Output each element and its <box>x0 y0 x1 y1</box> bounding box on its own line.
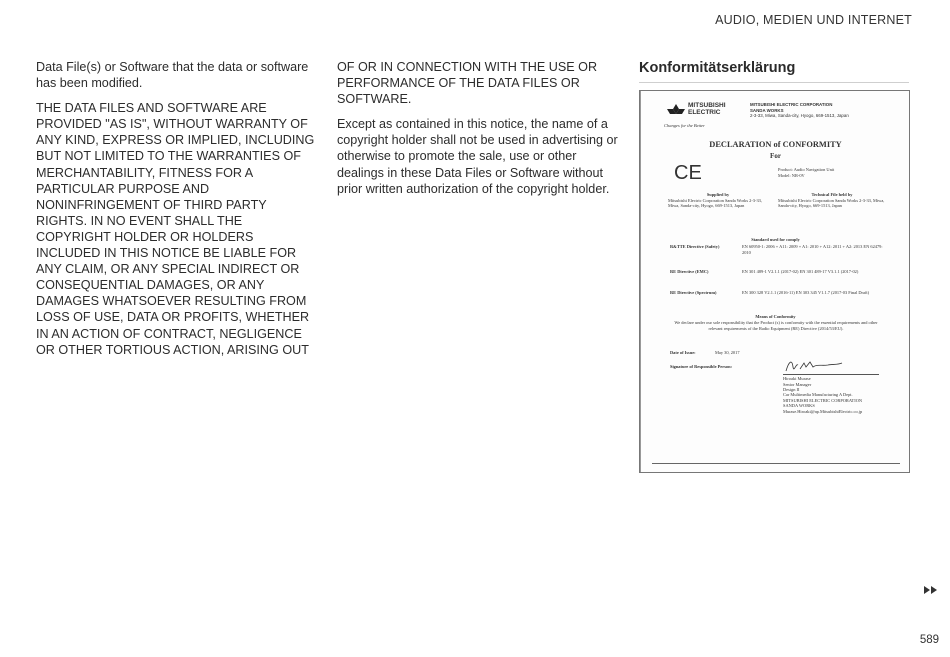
technical-file-label: Technical File held by <box>811 192 853 198</box>
signer-title: Senior Manager <box>783 381 812 387</box>
signer-division: Car Multimedia Manufacturing A Dept. <box>783 392 853 398</box>
signature-label: Signature of Responsible Person: <box>670 364 733 370</box>
means-text: We declare under our sole responsibility that the Product (s) is conformity with the essential requirements and other relevant requirements of the Radio Equipment (RE) Directive (2014/53/EU). <box>674 320 878 331</box>
model-line: Model: NR-0V <box>778 172 805 178</box>
declaration-heading: DECLARATION of CONFORMITY <box>709 140 842 150</box>
bottom-rule <box>652 463 900 464</box>
conformity-column <box>639 59 909 473</box>
signer-works: SANDA WORKS <box>783 403 815 409</box>
paragraph: OF OR IN CONNECTION WITH THE USE OR PERFORMANCE OF THE DATA FILES OR SOFTWARE. <box>337 60 598 107</box>
signer-dept: Design II <box>783 386 800 392</box>
means-heading: Means of Conformity <box>755 314 796 320</box>
directive-label: RE Directive (Spectrum) <box>670 290 717 296</box>
text-column-1 <box>36 59 318 367</box>
ce-mark-icon: CE <box>674 162 702 185</box>
signer-email: Murase.Hiroaki@ap.MitsubishiElectric.co.jp <box>783 408 863 414</box>
company-address: 2-3-33, Miwa, Sanda-city, Hyogo, 669-1513, Japan <box>750 112 849 118</box>
scan-edge <box>640 91 641 473</box>
directive-value: EN 60950-1: 2006 + A11: 2009 + A1: 2010 + A12: 2011 + A2: 2013 EN 62479: 2010 <box>742 244 883 255</box>
company-sub: SANDA WORKS <box>750 107 784 113</box>
directive-value: EN 300 328 V2.1.1 (2016-11) EN 303 345 V1.1.7 (2017-03 Final Draft) <box>742 290 870 296</box>
declaration-for: For <box>770 152 781 161</box>
section-title: Konformitätserklärung <box>639 59 909 83</box>
directive-label: RE Directive (EMC) <box>670 269 709 275</box>
handwritten-signature <box>784 357 844 375</box>
text-column-2 <box>337 59 619 206</box>
standard-heading: Standard used for comply <box>751 237 800 243</box>
signer-name: Hiroaki Murase <box>783 376 811 382</box>
paragraph: THE DATA FILES AND SOFTWARE ARE PROVIDED "AS IS", WITHOUT WARRANTY OF ANY KIND, EXPRESS OR IMPLIED, INCLUDING BUT NOT LIMITED TO THE WARRANTIES OF MERCHANTABILITY, FITNESS FOR A PARTICULAR PURPOSE AND NONINFRINGEMENT OF THIRD PARTY RIGHTS. IN NO EVENT SHALL THE COPYRIGHT HOLDER OR HOLDERS INCLUDED IN THIS NOTICE BE LIABLE FOR ANY CLAIM, OR ANY SPECIAL INDIRECT OR CONSEQUENTIAL DAMAGES, OR ANY DAMAGES WHATSOEVER RESULTING FROM LOSS OF USE, DATA OR PROFITS, WHETHER IN AN ACTION OF CONTRACT, NEGLIGENCE OR OTHER TORTIOUS ACTION, ARISING OUT <box>36 101 315 357</box>
date-label: Date of Issue: <box>670 350 696 356</box>
directive-value: EN 301 489-1 V2.1.1 (2017-02) EN 301 489-17 V3.1.1 (2017-02) <box>742 269 859 275</box>
logo-tagline: Changes for the Better <box>664 123 705 129</box>
declaration-of-conformity-image <box>639 90 910 473</box>
supplied-by-value: Mitsubishi Electric Corporation Sanda Works 2-3-33, Miwa, Sanda-city, Hyogo, 669-1513, Japan <box>668 197 762 208</box>
section-header: AUDIO, MEDIEN UND INTERNET <box>715 13 912 27</box>
technical-file-value: Mitsubishi Electric Corporation Sanda Works 2-3-33, Miwa, Sanda-city, Hyogo, 669-1513, Japan <box>778 197 885 208</box>
company-name: MITSUBISHI ELECTRIC CORPORATION <box>750 102 833 108</box>
paragraph: Except as contained in this notice, the name of a copyright holder shall not be used in advertising or otherwise to promote the sale, use or other dealings in these Data Files or Software without prior written authorization of the copyright holder. <box>337 117 618 196</box>
signer-block <box>783 376 903 414</box>
signature-line <box>783 374 879 375</box>
signer-company: MITSUBISHI ELECTRIC CORPORATION <box>783 397 863 403</box>
logo-line-1: MITSUBISHI <box>688 102 726 110</box>
directive-label: R&TTE Directive (Safety) <box>670 244 720 250</box>
paragraph: Data File(s) or Software that the data or software has been modified. <box>36 60 309 91</box>
product-line: Product: Audio Navigation Unit <box>778 167 835 173</box>
date-value: May 30, 2017 <box>715 350 740 356</box>
next-page-icon[interactable] <box>924 586 938 596</box>
page-number: 589 <box>919 634 939 646</box>
mitsubishi-logo-icon <box>664 104 688 118</box>
logo-line-2: ELECTRIC <box>688 108 721 116</box>
supplied-by-label: Supplied by <box>706 192 730 198</box>
